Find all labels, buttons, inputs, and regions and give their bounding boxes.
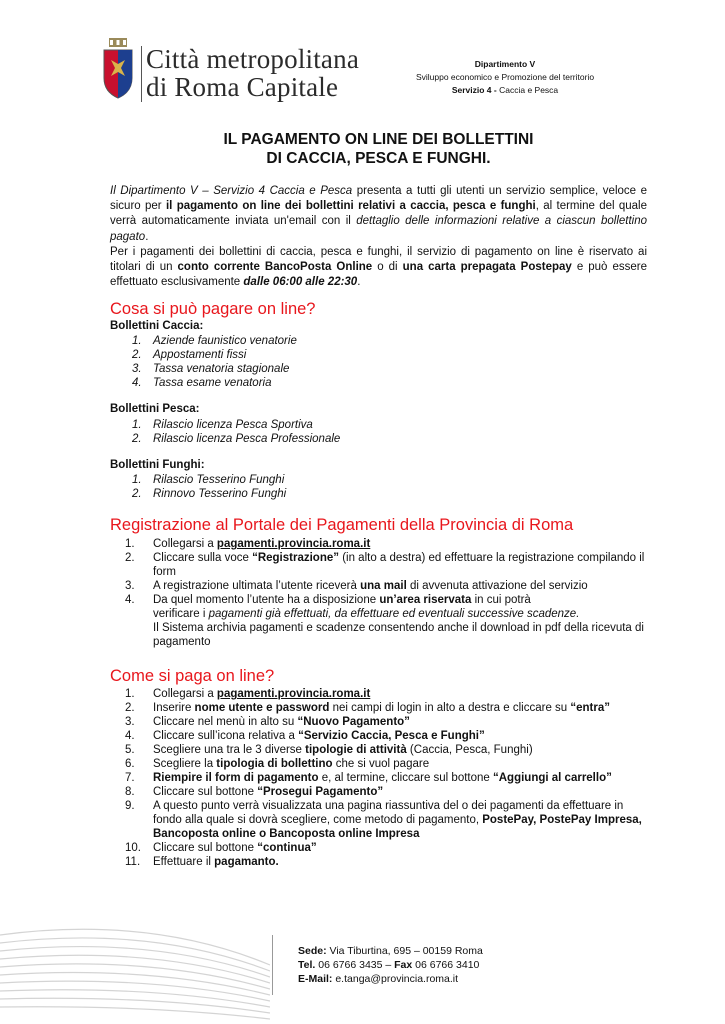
logo-line-1: Città metropolitana (146, 44, 359, 74)
email-link[interactable]: e.tanga@provincia.roma.it (332, 973, 459, 985)
intro-text (110, 184, 647, 290)
footer-email: E-Mail: e.tanga@provincia.roma.it (298, 973, 459, 985)
intro-paragraph-1: Il Dipartimento V – Servizio 4 Caccia e Pesca presenta a tutti gli utenti un servizio semplice, veloce e sicuro per il pagamento on line dei bollettini relativi a caccia, pesca e funghi, al termine del quale verrà automaticamente inviata un'email con il dettaglio delle informazioni relative a ciascun bollettino pagato. (110, 185, 648, 243)
section-heading-how-to-pay: Come si paga on line? (110, 667, 275, 685)
list-item: 1. Collegarsi a pagamenti.provincia.roma.it (125, 688, 371, 700)
list-item: 7. Riempire il form di pagamento e, al termine, cliccare sul bottone “Aggiungi al carrello” (125, 772, 612, 784)
list-item: 2. Inserire nome utente e password nei campi di login in alto a destra e cliccare su “entra” (125, 702, 610, 714)
funghi-list (110, 473, 647, 501)
list-item: 10. Cliccare sul bottone “continua” (125, 842, 317, 854)
list-item: 1. Aziende faunistico venatorie (132, 335, 297, 347)
list-item: 4. Tassa esame venatoria (132, 377, 272, 389)
list-item: 1. Rilascio licenza Pesca Sportiva (132, 419, 313, 431)
pesca-label: Bollettini Pesca: (110, 403, 200, 415)
department-subtitle: Sviluppo economico e Promozione del territorio (415, 72, 595, 82)
list-item: 4. Da quel momento l’utente ha a disposizione un’area riservata in cui potrà verificare i pagamenti già effettuati, da effettuare ed eventuali successive scadenze. Il Sistema archivia pagamenti e scadenze consentendo anche il download in pdf della ricevuta di pagamento (125, 594, 644, 648)
coat-of-arms-icon (101, 38, 135, 100)
list-item: 8. Cliccare sul bottone “Prosegui Pagamento” (125, 786, 384, 798)
department-title: Dipartimento V (474, 59, 536, 69)
pesca-list (110, 418, 647, 446)
logo-divider (141, 46, 142, 102)
intro-paragraph-2: Per i pagamenti dei bollettini di caccia, pesca e funghi, il servizio di pagamento on line è riservato ai titolari di un conto corrente BancoPosta Online o di una carta prepagata Postepay e può essere effettuato esclusivamente dalle 06:00 alle 22:30. (110, 245, 647, 289)
list-item: 4. Cliccare sull’icona relativa a “Servizio Caccia, Pesca e Funghi” (125, 730, 485, 742)
portal-link[interactable]: pagamenti.provincia.roma.it (216, 538, 371, 550)
list-item: 5. Scegliere una tra le 3 diverse tipologie di attività (Caccia, Pesca, Funghi) (125, 744, 533, 756)
section-heading-registration: Registrazione al Portale dei Pagamenti della Provincia di Roma (110, 516, 574, 534)
list-item: 9. A questo punto verrà visualizzata una pagina riassuntiva del o dei pagamenti da effettuare in fondo alla quale si dovrà scegliere, come metodo di pagamento, PostePay, PostePay Impresa, Bancoposta online o Bancoposta online Impresa (125, 800, 642, 840)
list-item: 2. Appostamenti fissi (132, 349, 247, 361)
list-item: 3. A registrazione ultimata l’utente riceverà una mail di avvenuta attivazione del servizio (125, 580, 588, 592)
section-heading-what-to-pay: Cosa si può pagare on line? (110, 300, 316, 318)
list-item: 2. Rinnovo Tesserino Funghi (132, 488, 287, 500)
department-block (390, 58, 620, 97)
list-item: 11. Effettuare il pagamanto. (125, 856, 279, 868)
page-title: IL PAGAMENTO ON LINE DEI BOLLETTINI DI CACCIA, PESCA E FUNGHI. (223, 131, 534, 167)
city-logo (101, 38, 359, 106)
service-line: Servizio 4 - Caccia e Pesca (451, 85, 559, 95)
decorative-swoosh (0, 905, 270, 1024)
caccia-list (110, 334, 647, 390)
list-item: 6. Scegliere la tipologia di bollettino che si vuol pagare (125, 758, 430, 770)
footer-divider (272, 935, 273, 995)
list-item: 3. Cliccare nel menù in alto su “Nuovo Pagamento” (125, 716, 410, 728)
footer-address: Sede: Via Tiburtina, 695 – 00159 Roma (298, 945, 483, 957)
portal-link[interactable]: pagamenti.provincia.roma.it (216, 688, 371, 700)
list-item: 1. Rilascio Tesserino Funghi (132, 474, 285, 486)
logo-line-2: di Roma Capitale (146, 72, 339, 102)
registration-steps (110, 537, 647, 649)
footer-contacts (298, 944, 483, 986)
caccia-label: Bollettini Caccia: (110, 320, 204, 332)
payment-steps (110, 687, 647, 869)
list-item: 1. Collegarsi a pagamenti.provincia.roma.it (125, 538, 371, 550)
list-item: 2. Rilascio licenza Pesca Professionale (132, 433, 341, 445)
funghi-label: Bollettini Funghi: (110, 459, 205, 471)
list-item: 3. Tassa venatoria stagionale (132, 363, 290, 375)
list-item: 2. Cliccare sulla voce “Registrazione” (in alto a destra) ed effettuare la registrazione compilando il form (125, 552, 645, 578)
footer-phone: Tel. 06 6766 3435 – Fax 06 6766 3410 (298, 959, 480, 971)
